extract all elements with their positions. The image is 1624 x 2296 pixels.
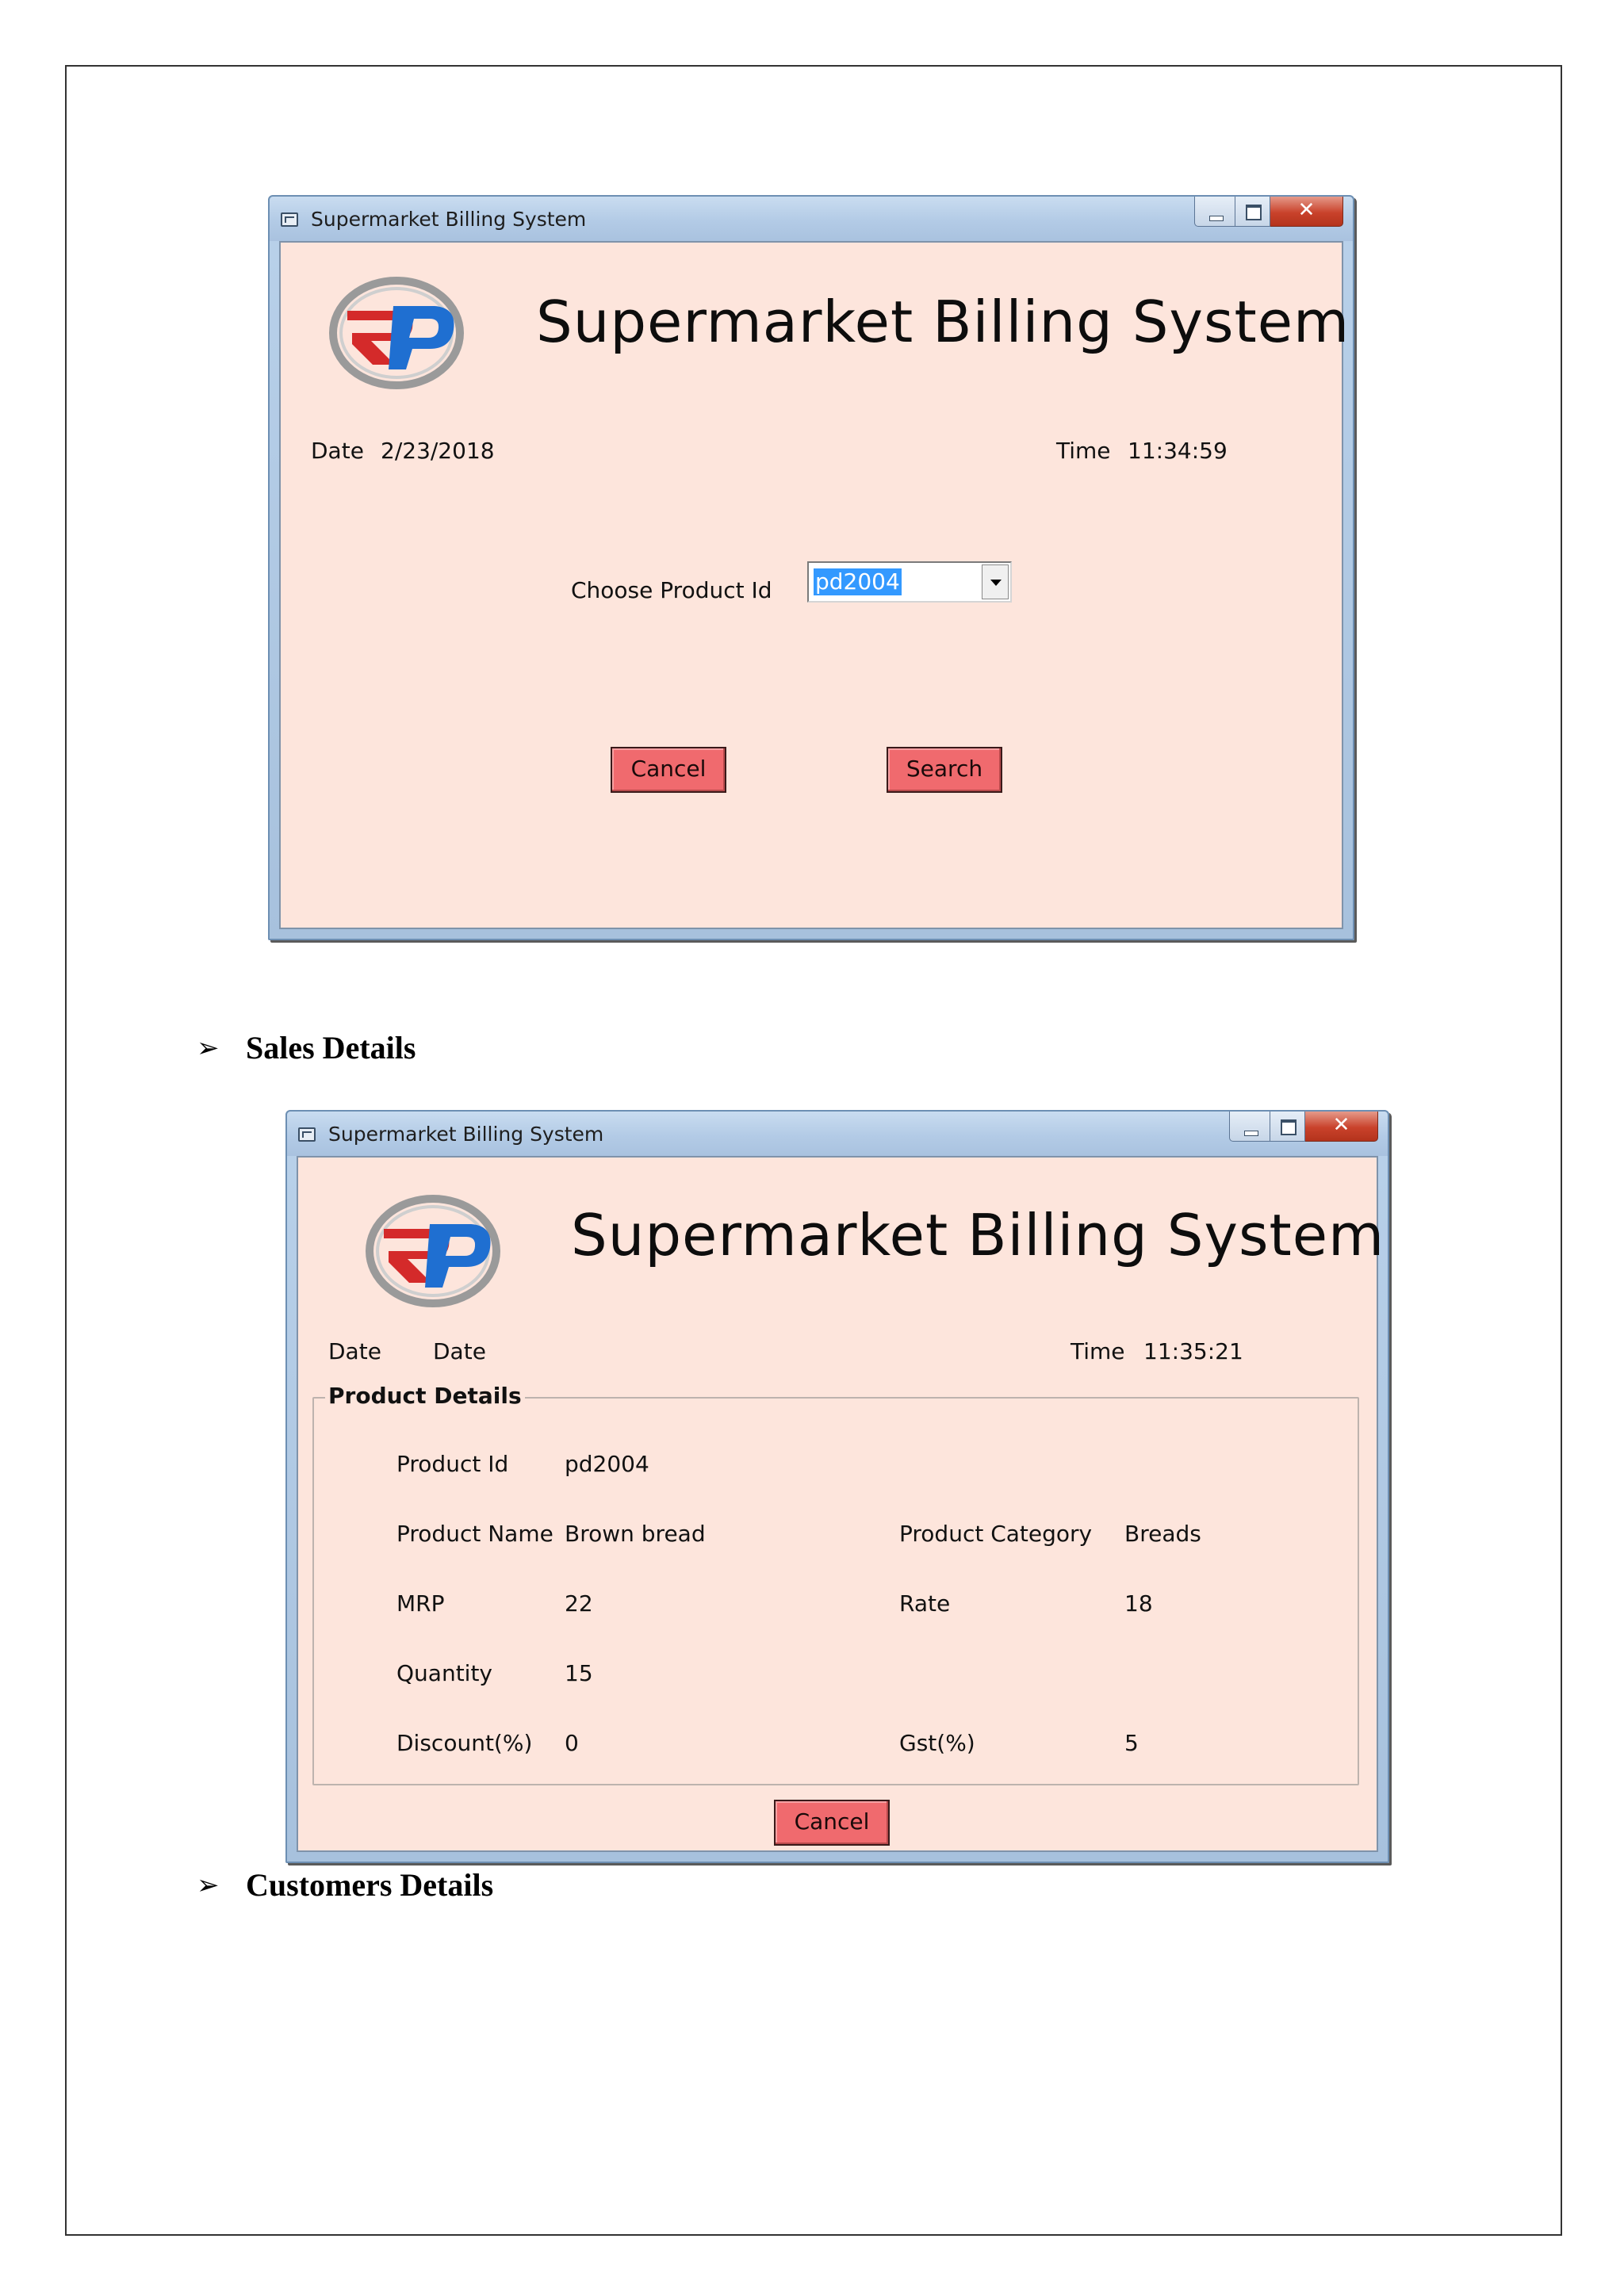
product-category-value: Breads bbox=[1124, 1521, 1201, 1547]
dropdown-arrow-icon[interactable] bbox=[982, 564, 1009, 599]
window-title: Supermarket Billing System bbox=[311, 208, 587, 231]
date-value: 2/23/2018 bbox=[381, 438, 495, 464]
product-name-value: Brown bread bbox=[565, 1521, 706, 1547]
quantity-value: 15 bbox=[565, 1660, 593, 1686]
time-value: 11:35:21 bbox=[1143, 1338, 1243, 1364]
rp-logo-icon bbox=[324, 271, 466, 390]
rate-value: 18 bbox=[1124, 1590, 1153, 1617]
cancel-button[interactable]: Cancel bbox=[774, 1800, 890, 1846]
product-id-label: Product Id bbox=[396, 1451, 509, 1477]
search-window bbox=[268, 195, 1354, 940]
caption-buttons bbox=[1229, 1112, 1378, 1143]
discount-label: Discount(%) bbox=[396, 1730, 533, 1756]
gst-label: Gst(%) bbox=[899, 1730, 975, 1756]
app-title: Supermarket Billing System bbox=[536, 289, 1350, 355]
customers-details-heading: Customers Details bbox=[246, 1867, 494, 1903]
window-title: Supermarket Billing System bbox=[328, 1123, 604, 1146]
title-bar[interactable] bbox=[287, 1112, 1388, 1156]
customers-bullet-icon: ➢ bbox=[197, 1869, 220, 1901]
window-icon[interactable] bbox=[281, 212, 298, 227]
product-id-value: pd2004 bbox=[565, 1451, 649, 1477]
rate-label: Rate bbox=[899, 1590, 951, 1617]
date-label: Date bbox=[311, 438, 364, 464]
product-id-selected-value[interactable]: pd2004 bbox=[815, 568, 900, 595]
time-value: 11:34:59 bbox=[1128, 438, 1228, 464]
date-label: Date bbox=[328, 1338, 381, 1364]
product-details-group-label: Product Details bbox=[325, 1383, 525, 1409]
product-id-combobox[interactable] bbox=[807, 561, 1012, 603]
close-button[interactable] bbox=[1270, 197, 1343, 227]
quantity-label: Quantity bbox=[396, 1660, 492, 1686]
sales-details-window bbox=[285, 1110, 1389, 1863]
mrp-value: 22 bbox=[565, 1590, 593, 1617]
maximize-button[interactable] bbox=[1270, 1112, 1305, 1142]
search-button[interactable]: Search bbox=[887, 747, 1002, 793]
minimize-button[interactable] bbox=[1194, 197, 1235, 227]
close-icon: ✕ bbox=[1332, 1113, 1350, 1137]
close-icon: ✕ bbox=[1297, 198, 1316, 222]
rp-logo-icon bbox=[360, 1189, 503, 1308]
product-details-groupbox bbox=[312, 1383, 1359, 1785]
close-button[interactable] bbox=[1305, 1112, 1378, 1142]
product-name-label: Product Name bbox=[396, 1521, 553, 1547]
title-bar[interactable] bbox=[270, 197, 1353, 241]
minimize-button[interactable] bbox=[1229, 1112, 1270, 1142]
date-value: Date bbox=[433, 1338, 486, 1364]
cancel-button[interactable]: Cancel bbox=[611, 747, 726, 793]
sales-bullet-icon: ➢ bbox=[197, 1032, 220, 1064]
gst-value: 5 bbox=[1124, 1730, 1139, 1756]
product-category-label: Product Category bbox=[899, 1521, 1093, 1547]
discount-value: 0 bbox=[565, 1730, 579, 1756]
window-client-area bbox=[297, 1156, 1385, 1852]
sales-details-heading: Sales Details bbox=[246, 1030, 416, 1066]
window-client-area bbox=[279, 241, 1350, 929]
time-label: Time bbox=[1056, 438, 1111, 464]
time-label: Time bbox=[1071, 1338, 1125, 1364]
window-icon[interactable] bbox=[298, 1127, 316, 1142]
caption-buttons bbox=[1194, 197, 1343, 228]
app-title: Supermarket Billing System bbox=[571, 1202, 1385, 1269]
mrp-label: MRP bbox=[396, 1590, 445, 1617]
maximize-button[interactable] bbox=[1235, 197, 1270, 227]
choose-product-id-label: Choose Product Id bbox=[571, 577, 772, 603]
